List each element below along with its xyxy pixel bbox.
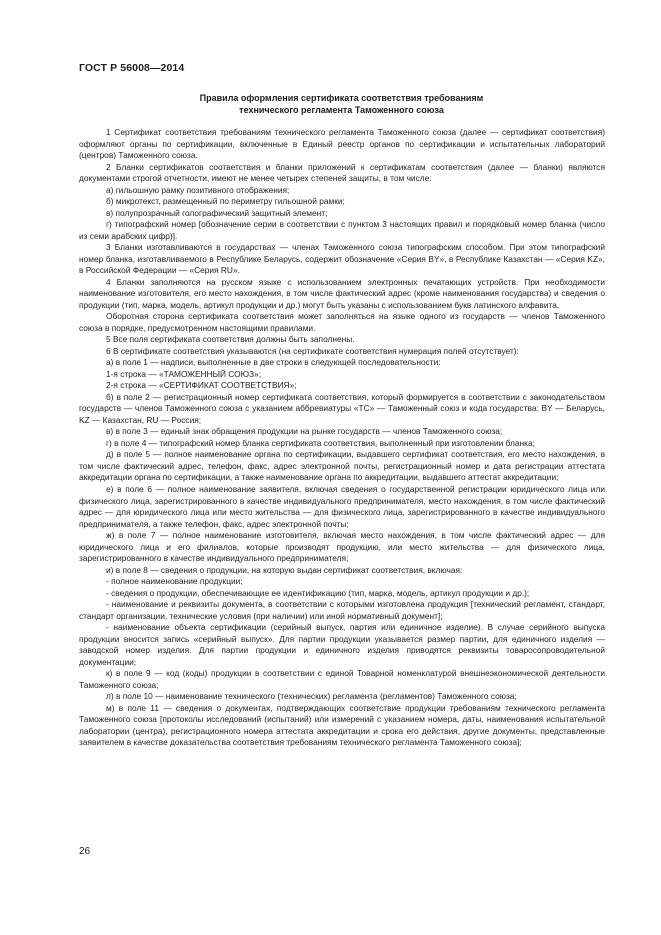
field-item-k: к) в поле 9 — код (коды) продукции в соответствии с единой Товарной номенклатурой внешнеэкономической деятельности Таможенного союза; xyxy=(79,668,605,690)
product-info-name: - полное наименование продукции; xyxy=(106,576,243,587)
list-item-a: а) гильошную рамку позитивного отображения; xyxy=(106,184,290,195)
paragraph-reverse-side: Оборотная сторона сертификата соответствия может заполняться на языке одного из государств — членов Таможенного союза в порядке, предусмотренном настоящими правилами. xyxy=(79,311,605,333)
field-item-d: д) в поле 5 — полное наименование органа по сертификации, выдавшего сертификат соответствия, его место нахождения, в том числе фактический адрес, телефон, факс, адрес электронной почты, регистрационный номер и дата регистрации аттестата аккредитации органа по сертификации, а также наименование органа по аккредитации, выдавшего аттестат аккредитации; xyxy=(79,449,605,483)
section-title xyxy=(79,92,604,116)
product-info-identification: - сведения о продукции, обеспечивающие ее идентификацию (тип, марка, модель, артикул продукции и др.); xyxy=(106,587,530,598)
field-item-b: б) в поле 2 — регистрационный номер сертификата соответствия, который формируется в соответствии с законодательством государств — членов Таможенного союза с указанием аббревиатуры «TC» — Таможенный союз и кода государства: BY — Беларусь, KZ — Казахстан, RU — Россия; xyxy=(79,391,605,425)
paragraph-4: 4 Бланки заполняются на русском языке с использованием электронных печатающих устройств. При необходимости наименование изготовителя, его место нахождения, в том числе фактический адрес (кроме наименования государства) и сведения о продукции (тип, марка, модель, артикул продукции и др.) могут быть указаны с использованием букв латинского алфавита. xyxy=(79,276,605,310)
field-item-g: г) в поле 4 — типографский номер бланка сертификата соответствия, выполненный при изготовлении бланка; xyxy=(106,437,535,448)
field-item-i: и) в поле 8 — сведения о продукции, на которую выдан сертификат соответствия, включая: xyxy=(106,564,463,575)
field-item-m: м) в поле 11 — сведения о документах, подтверждающих соответствие продукции требованиям технического регламента Таможенного союза [протоколы исследований (испытаний) или измерений с указанием номера, даты, наименования испытательной лаборатории (центра), регистрационного номера аттестата аккредитации и срока его действия, другие документы, представленные заявителем в качестве доказательства соответствия требованиям технического регламента Таможенного союза]; xyxy=(79,702,605,748)
list-item-v: в) полупрозрачный голографический защитный элемент; xyxy=(106,207,328,218)
paragraph-3: 3 Бланки изготавливаются в государствах — членах Таможенного союза типографским способом. При этом типографский номер бланка, изготавливаемого в Республике Беларусь, содержит обозначение «Серия BY», в Республике Казахстан — «Серия KZ», в Российской Федерации — «Серия RU». xyxy=(79,242,605,276)
field-item-zh: ж) в поле 7 — полное наименование изготовителя, включая место нахождения, в том числе фактический адрес — для юридического лица и его филиалов, которые производят продукцию, или место жительства — для физического лица, зарегистрированного в качестве индивидуального предпринимателя; xyxy=(79,530,605,564)
paragraph-5: 5 Все поля сертификата соответствия должны быть заполнены. xyxy=(106,334,355,345)
list-item-b: б) микротекст, размещенный по периметру гильошной рамки; xyxy=(106,196,345,207)
product-info-object: - наименование объекта сертификации (серийный выпуск, партия или единичное изделие). В случае серийного выпуска продукции вносится запись «серийный выпуск». Для партии продукции указывается размер партии, для единичного изделия — заводской номер изделия. Для партии продукции и единичного изделия приводятся реквизиты товаросопроводительной документации; xyxy=(79,622,605,667)
paragraph-1: 1 Сертификат соответствия требованиям технического регламента Таможенного союза (далее — сертификат соответствия) оформляют органы по сертификации, включенные в Единый реестр органов по сертификации и испытательных лабораторий (центров) Таможенного союза. xyxy=(79,127,605,161)
field-1-line-2: 2-я строка — «СЕРТИФИКАТ СООТВЕТСТВИЯ»; xyxy=(106,380,297,391)
field-item-v: в) в поле 3 — единый знак обращения продукции на рынке государств — членов Таможенного союза; xyxy=(106,426,503,437)
list-item-g: г) типографский номер [обозначение серии в соответствии с пунктом 3 настоящих правил и порядковый номер бланка (число из семи арабских цифр)]. xyxy=(79,219,605,241)
document-header: ГОСТ Р 56008—2014 xyxy=(79,62,185,74)
product-info-document: - наименование и реквизиты документа, в соответствии с которыми изготовлена продукция [технический регламент, стандарт, стандарт организации, технические условия (при наличии) или иной нормативный документ]; xyxy=(79,599,605,621)
page-number: 26 xyxy=(79,846,91,857)
paragraph-6: 6 В сертификате соответствия указываются (на сертификате соответствия нумерация полей отсутствует): xyxy=(106,345,519,356)
section-title-line-2: технического регламента Таможенного союза xyxy=(239,105,444,115)
paragraph-2: 2 Бланки сертификатов соответствия и бланки приложений к сертификатам соответствия (далее — бланки) являются документами строгой отчетности, имеют не менее четырех степеней защиты, в том числе: xyxy=(79,161,605,184)
field-1-line-1: 1-я строка — «ТАМОЖЕННЫЙ СОЮЗ»; xyxy=(106,368,262,379)
field-item-e: е) в поле 6 — полное наименование заявителя, включая сведения о государственной регистрации юридического лица или физического лица, зарегистрированного в качестве индивидуального предпринимателя, место нахождения, в том числе фактический адрес — для юридического лица или место жительства — для физического лица, зарегистрированного в качестве индивидуального предпринимателя, а также телефон, факс, адрес электронной почты; xyxy=(79,483,605,529)
field-item-l: л) в поле 10 — наименование технического (технических) регламента (регламентов) Таможенного союза; xyxy=(106,691,517,702)
document-body xyxy=(79,127,605,749)
section-title-line-1: Правила оформления сертификата соответствия требованиям xyxy=(199,93,484,103)
field-item-a: а) в поле 1 — надписи, выполненные в две строки в следующей последовательности: xyxy=(106,357,441,368)
